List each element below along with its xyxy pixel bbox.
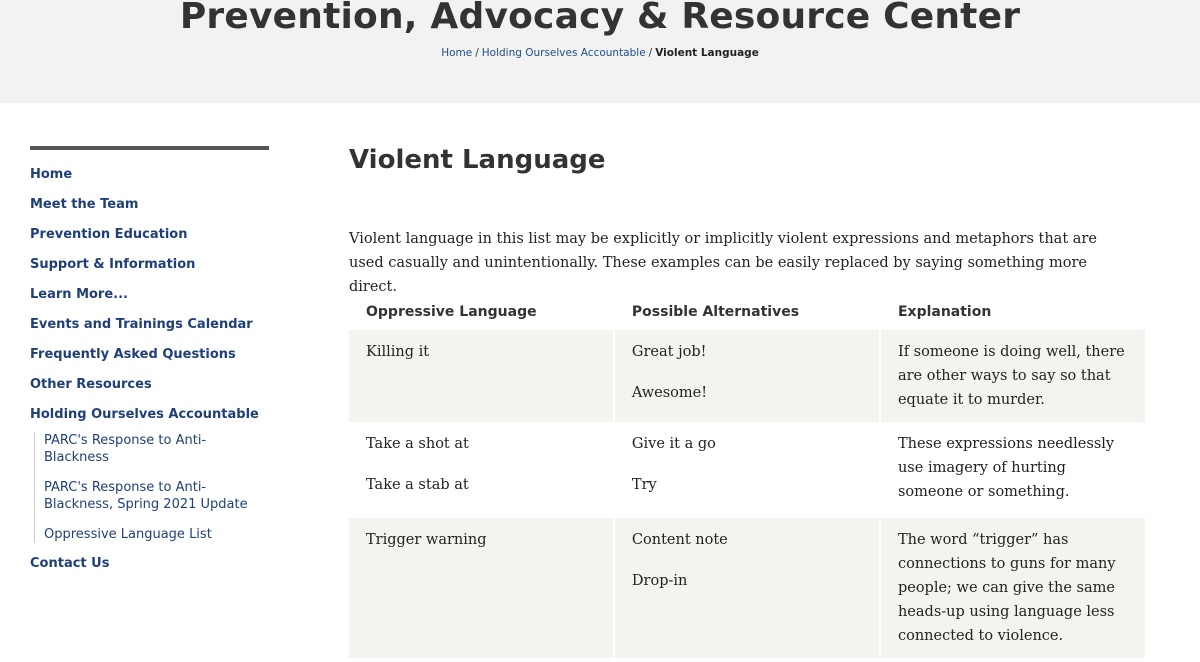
breadcrumb-home-link[interactable]: Home (441, 47, 473, 59)
breadcrumb-separator: / (475, 47, 479, 59)
sidebar-subitem-anti-blackness-response[interactable]: PARC's Response to Anti-Blackness (44, 433, 207, 465)
alternative-term: Content note (631, 532, 728, 548)
sidebar-subitem-anti-blackness-update[interactable]: PARC's Response to Anti-Blackness, Spring 2021 Update (44, 480, 248, 512)
sidebar-item-support-information[interactable]: Support & Information (30, 257, 196, 272)
sidebar-item-holding-accountable[interactable]: Holding Ourselves Accountable (30, 407, 259, 422)
breadcrumb (0, 47, 1200, 59)
table-header-row (349, 296, 1145, 328)
oppressive-cell (349, 422, 613, 516)
breadcrumb-parent-link[interactable]: Holding Ourselves Accountable (481, 47, 646, 59)
alternative-term: Great job! (631, 344, 707, 360)
sidebar-item-events-calendar[interactable]: Events and Trainings Calendar (30, 317, 253, 332)
sidebar-subitem-oppressive-language-list[interactable]: Oppressive Language List (44, 527, 212, 542)
main-content (349, 140, 1149, 644)
table-row (349, 516, 1145, 658)
site-header (0, 0, 1200, 103)
breadcrumb-current: Violent Language (655, 47, 759, 59)
alternatives-cell (615, 516, 879, 658)
alternative-term: Give it a go (631, 436, 716, 452)
sidebar-list (30, 160, 269, 579)
sidebar-item-learn-more[interactable]: Learn More... (30, 287, 128, 302)
explanation-cell: The word “trigger” has connections to guns for many people; we can give the same heads-up using language less connected to violence. (881, 516, 1145, 658)
oppressive-term: Take a shot at (366, 436, 469, 452)
table-row (349, 328, 1145, 422)
explanation-cell: If someone is doing well, there are other ways to say so that equate it to murder. (881, 328, 1145, 422)
sidebar-item-faq[interactable]: Frequently Asked Questions (30, 347, 236, 362)
column-header-explanation: Explanation (897, 304, 992, 320)
sidebar-item-other-resources[interactable]: Other Resources (30, 377, 152, 392)
explanation-cell: These expressions needlessly use imagery of hurting someone or something. (881, 422, 1145, 516)
sidebar-nav (30, 146, 269, 579)
oppressive-term: Killing it (366, 344, 430, 360)
oppressive-term: Take a stab at (366, 477, 469, 493)
intro-paragraph: Violent language in this list may be explicitly or implicitly violent expressions and metaphors that are used casually and unintentionally. These examples can be easily replaced by saying something more direct. (349, 231, 1097, 295)
oppressive-term: Trigger warning (366, 532, 487, 548)
table-row (349, 422, 1145, 516)
sidebar-item-home[interactable]: Home (30, 167, 73, 182)
alternative-term: Drop-in (631, 573, 688, 589)
site-title: Prevention, Advocacy & Resource Center (179, 0, 1021, 37)
alternative-term: Try (631, 477, 657, 493)
sidebar-subnav (34, 432, 269, 543)
breadcrumb-separator: / (648, 47, 653, 59)
column-header-alternatives: Possible Alternatives (631, 304, 800, 320)
column-header-oppressive: Oppressive Language (366, 304, 537, 320)
oppressive-cell (349, 328, 613, 422)
alternatives-cell (615, 328, 879, 422)
alternatives-cell (615, 422, 879, 516)
violent-language-table (347, 296, 1147, 658)
page-title: Violent Language (349, 145, 606, 175)
oppressive-cell (349, 516, 613, 658)
sidebar-item-prevention-education[interactable]: Prevention Education (30, 227, 188, 242)
sidebar-item-meet-the-team[interactable]: Meet the Team (30, 197, 139, 212)
sidebar-item-contact-us[interactable]: Contact Us (30, 556, 110, 571)
alternative-term: Awesome! (631, 385, 708, 401)
